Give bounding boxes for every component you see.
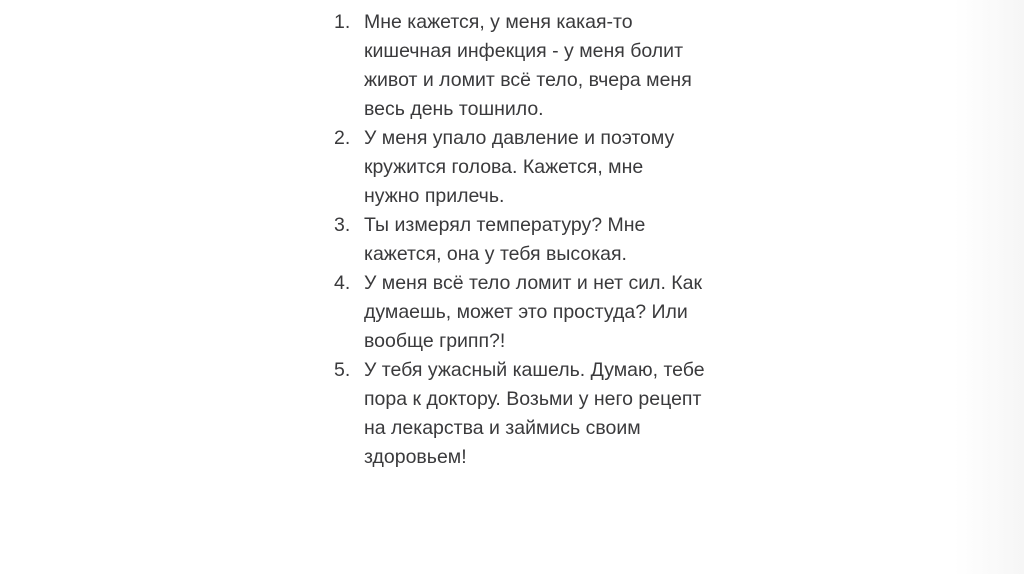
text-line: У тебя ужасный кашель. Думаю, тебе [364, 359, 705, 381]
list-item-number: 4. [334, 272, 351, 294]
text-line: живот и ломит всё тело, вчера меня [364, 69, 692, 91]
document-page [334, 8, 754, 472]
text-line: думаешь, может это простуда? Или [364, 301, 688, 323]
text-line: здоровьем! [364, 446, 467, 468]
list-item [334, 211, 754, 269]
text-line: нужно прилечь. [364, 185, 505, 207]
numbered-list [334, 8, 754, 472]
text-line: У меня всё тело ломит и нет сил. Как [364, 272, 703, 294]
text-line: Ты измерял температуру? Мне [364, 214, 646, 236]
list-item-number: 2. [334, 127, 351, 149]
text-line: вообще грипп?! [364, 330, 506, 352]
list-item-text [364, 8, 754, 124]
text-line: весь день тошнило. [364, 98, 544, 120]
text-line: кружится голова. Кажется, мне [364, 156, 644, 178]
list-item-number: 1. [334, 11, 351, 33]
page-edge-shadow [954, 0, 1024, 574]
text-line: кишечная инфекция - у меня болит [364, 40, 683, 62]
text-line: кажется, она у тебя высокая. [364, 243, 627, 265]
list-item [334, 356, 754, 472]
list-item-text [364, 124, 754, 211]
list-item [334, 269, 754, 356]
list-item-number: 3. [334, 214, 351, 236]
list-item-text [364, 211, 754, 269]
list-item [334, 124, 754, 211]
text-line: У меня упало давление и поэтому [364, 127, 675, 149]
list-item-text [364, 269, 754, 356]
list-item-number: 5. [334, 359, 351, 381]
text-line: пора к доктору. Возьми у него рецепт [364, 388, 702, 410]
text-line: на лекарства и займись своим [364, 417, 641, 439]
list-item-text [364, 356, 754, 472]
list-item [334, 8, 754, 124]
text-line: Мне кажется, у меня какая-то [364, 11, 633, 33]
